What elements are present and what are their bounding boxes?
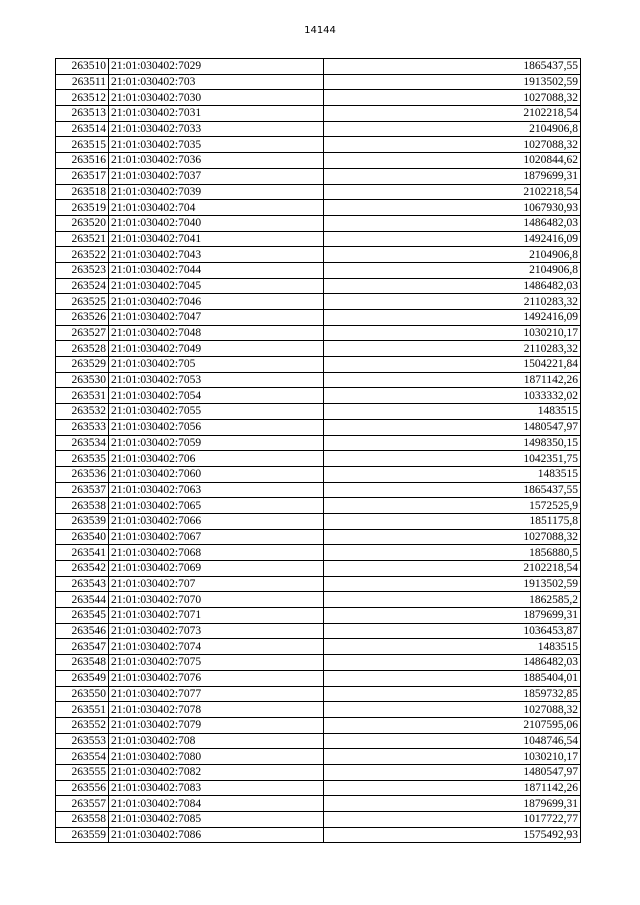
row-number-cell: 263546 <box>56 623 109 639</box>
cadastral-number-cell: 21:01:030402:7083 <box>109 780 324 796</box>
table-row <box>56 435 581 451</box>
cadastral-number-cell: 21:01:030402:7060 <box>109 466 324 482</box>
cadastral-number-cell: 21:01:030402:7075 <box>109 655 324 671</box>
table-row <box>56 513 581 529</box>
cadastral-number-cell: 21:01:030402:7082 <box>109 764 324 780</box>
row-number-cell: 263555 <box>56 764 109 780</box>
cadastral-value-cell: 1865437,55 <box>324 59 581 75</box>
cadastral-value-cell: 2102218,54 <box>324 561 581 577</box>
cadastral-number-cell: 21:01:030402:7045 <box>109 278 324 294</box>
row-number-cell: 263528 <box>56 341 109 357</box>
cadastral-number-cell: 21:01:030402:7029 <box>109 59 324 75</box>
cadastral-value-cell: 1486482,03 <box>324 655 581 671</box>
cadastral-number-cell: 21:01:030402:7077 <box>109 686 324 702</box>
row-number-cell: 263525 <box>56 294 109 310</box>
cadastral-value-cell: 1480547,97 <box>324 764 581 780</box>
table-row <box>56 482 581 498</box>
table-row <box>56 592 581 608</box>
table-row <box>56 200 581 216</box>
cadastral-number-cell: 21:01:030402:7036 <box>109 153 324 169</box>
row-number-cell: 263530 <box>56 372 109 388</box>
cadastral-number-cell: 21:01:030402:7035 <box>109 137 324 153</box>
row-number-cell: 263549 <box>56 670 109 686</box>
row-number-cell: 263524 <box>56 278 109 294</box>
row-number-cell: 263538 <box>56 498 109 514</box>
cadastral-number-cell: 21:01:030402:706 <box>109 451 324 467</box>
cadastral-number-cell: 21:01:030402:7033 <box>109 121 324 137</box>
cadastral-value-cell: 1033332,02 <box>324 388 581 404</box>
row-number-cell: 263522 <box>56 247 109 263</box>
cadastral-value-cell: 2104906,8 <box>324 262 581 278</box>
table-row <box>56 325 581 341</box>
row-number-cell: 263518 <box>56 184 109 200</box>
table-row <box>56 372 581 388</box>
row-number-cell: 263551 <box>56 702 109 718</box>
table-row <box>56 90 581 106</box>
row-number-cell: 263545 <box>56 608 109 624</box>
cadastral-value-cell: 2110283,32 <box>324 341 581 357</box>
row-number-cell: 263535 <box>56 451 109 467</box>
cadastral-number-cell: 21:01:030402:7067 <box>109 529 324 545</box>
row-number-cell: 263536 <box>56 466 109 482</box>
row-number-cell: 263523 <box>56 262 109 278</box>
table-row <box>56 623 581 639</box>
row-number-cell: 263557 <box>56 796 109 812</box>
table-row <box>56 749 581 765</box>
row-number-cell: 263543 <box>56 576 109 592</box>
table-row <box>56 639 581 655</box>
cadastral-number-cell: 21:01:030402:7043 <box>109 247 324 263</box>
cadastral-number-cell: 21:01:030402:708 <box>109 733 324 749</box>
row-number-cell: 263539 <box>56 513 109 529</box>
cadastral-value-cell: 1865437,55 <box>324 482 581 498</box>
cadastral-value-cell: 1913502,59 <box>324 74 581 90</box>
table-row <box>56 106 581 122</box>
cadastral-value-table <box>55 58 581 843</box>
cadastral-value-cell: 2110283,32 <box>324 294 581 310</box>
cadastral-value-cell: 1067930,93 <box>324 200 581 216</box>
table-row <box>56 655 581 671</box>
cadastral-number-cell: 21:01:030402:7085 <box>109 812 324 828</box>
table-row <box>56 153 581 169</box>
table-row <box>56 608 581 624</box>
cadastral-value-cell: 1879699,31 <box>324 796 581 812</box>
row-number-cell: 263542 <box>56 561 109 577</box>
cadastral-value-cell: 1879699,31 <box>324 168 581 184</box>
page-number: 14144 <box>304 25 336 36</box>
cadastral-value-cell: 1480547,97 <box>324 419 581 435</box>
row-number-cell: 263556 <box>56 780 109 796</box>
cadastral-value-cell: 1871142,26 <box>324 780 581 796</box>
row-number-cell: 263512 <box>56 90 109 106</box>
cadastral-number-cell: 21:01:030402:7070 <box>109 592 324 608</box>
table-row <box>56 733 581 749</box>
cadastral-number-cell: 21:01:030402:7065 <box>109 498 324 514</box>
table-row <box>56 576 581 592</box>
cadastral-value-cell: 1572525,9 <box>324 498 581 514</box>
row-number-cell: 263533 <box>56 419 109 435</box>
cadastral-value-cell: 1851175,8 <box>324 513 581 529</box>
cadastral-number-cell: 21:01:030402:7084 <box>109 796 324 812</box>
row-number-cell: 263510 <box>56 59 109 75</box>
cadastral-value-cell: 1036453,87 <box>324 623 581 639</box>
table-row <box>56 278 581 294</box>
cadastral-value-cell: 1027088,32 <box>324 702 581 718</box>
cadastral-number-cell: 21:01:030402:7066 <box>109 513 324 529</box>
cadastral-number-cell: 21:01:030402:7055 <box>109 404 324 420</box>
cadastral-value-cell: 1492416,09 <box>324 231 581 247</box>
row-number-cell: 263558 <box>56 812 109 828</box>
table-row <box>56 561 581 577</box>
row-number-cell: 263513 <box>56 106 109 122</box>
cadastral-number-cell: 21:01:030402:7069 <box>109 561 324 577</box>
cadastral-value-cell: 2107595,06 <box>324 717 581 733</box>
row-number-cell: 263548 <box>56 655 109 671</box>
row-number-cell: 263559 <box>56 827 109 843</box>
table-body <box>56 59 581 843</box>
cadastral-value-cell: 1483515 <box>324 466 581 482</box>
cadastral-value-cell: 1048746,54 <box>324 733 581 749</box>
cadastral-number-cell: 21:01:030402:7054 <box>109 388 324 404</box>
row-number-cell: 263511 <box>56 74 109 90</box>
table-row <box>56 529 581 545</box>
table-row <box>56 764 581 780</box>
row-number-cell: 263550 <box>56 686 109 702</box>
row-number-cell: 263531 <box>56 388 109 404</box>
table-row <box>56 121 581 137</box>
cadastral-number-cell: 21:01:030402:7056 <box>109 419 324 435</box>
table-row <box>56 827 581 843</box>
cadastral-value-cell: 1027088,32 <box>324 137 581 153</box>
cadastral-number-cell: 21:01:030402:7063 <box>109 482 324 498</box>
cadastral-value-cell: 1030210,17 <box>324 325 581 341</box>
cadastral-number-cell: 21:01:030402:7037 <box>109 168 324 184</box>
cadastral-number-cell: 21:01:030402:7080 <box>109 749 324 765</box>
table-row <box>56 498 581 514</box>
cadastral-value-cell: 1042351,75 <box>324 451 581 467</box>
cadastral-number-cell: 21:01:030402:7040 <box>109 215 324 231</box>
table-row <box>56 59 581 75</box>
cadastral-number-cell: 21:01:030402:7074 <box>109 639 324 655</box>
row-number-cell: 263537 <box>56 482 109 498</box>
row-number-cell: 263544 <box>56 592 109 608</box>
cadastral-value-cell: 1017722,77 <box>324 812 581 828</box>
cadastral-number-cell: 21:01:030402:7041 <box>109 231 324 247</box>
table-row <box>56 702 581 718</box>
row-number-cell: 263520 <box>56 215 109 231</box>
cadastral-number-cell: 21:01:030402:7049 <box>109 341 324 357</box>
cadastral-value-cell: 1030210,17 <box>324 749 581 765</box>
cadastral-number-cell: 21:01:030402:7076 <box>109 670 324 686</box>
table-row <box>56 231 581 247</box>
cadastral-value-cell: 1027088,32 <box>324 529 581 545</box>
cadastral-value-cell: 2102218,54 <box>324 184 581 200</box>
row-number-cell: 263521 <box>56 231 109 247</box>
cadastral-value-cell: 1498350,15 <box>324 435 581 451</box>
table-row <box>56 247 581 263</box>
cadastral-value-cell: 2104906,8 <box>324 121 581 137</box>
cadastral-number-cell: 21:01:030402:7046 <box>109 294 324 310</box>
table-row <box>56 357 581 373</box>
cadastral-value-cell: 1483515 <box>324 639 581 655</box>
table-row <box>56 388 581 404</box>
row-number-cell: 263529 <box>56 357 109 373</box>
cadastral-number-cell: 21:01:030402:7044 <box>109 262 324 278</box>
table-row <box>56 812 581 828</box>
cadastral-number-cell: 21:01:030402:7073 <box>109 623 324 639</box>
table-row <box>56 404 581 420</box>
table-row <box>56 215 581 231</box>
cadastral-number-cell: 21:01:030402:7047 <box>109 310 324 326</box>
row-number-cell: 263532 <box>56 404 109 420</box>
cadastral-value-cell: 1856880,5 <box>324 545 581 561</box>
cadastral-number-cell: 21:01:030402:7086 <box>109 827 324 843</box>
row-number-cell: 263526 <box>56 310 109 326</box>
cadastral-number-cell: 21:01:030402:7078 <box>109 702 324 718</box>
cadastral-number-cell: 21:01:030402:703 <box>109 74 324 90</box>
cadastral-value-cell: 1492416,09 <box>324 310 581 326</box>
cadastral-value-cell: 1871142,26 <box>324 372 581 388</box>
table-row <box>56 419 581 435</box>
cadastral-value-cell: 1859732,85 <box>324 686 581 702</box>
table-row <box>56 717 581 733</box>
row-number-cell: 263553 <box>56 733 109 749</box>
cadastral-value-cell: 1862585,2 <box>324 592 581 608</box>
cadastral-number-cell: 21:01:030402:7079 <box>109 717 324 733</box>
cadastral-value-cell: 1885404,01 <box>324 670 581 686</box>
table-row <box>56 451 581 467</box>
row-number-cell: 263519 <box>56 200 109 216</box>
cadastral-value-cell: 1027088,32 <box>324 90 581 106</box>
row-number-cell: 263554 <box>56 749 109 765</box>
row-number-cell: 263547 <box>56 639 109 655</box>
cadastral-value-cell: 1879699,31 <box>324 608 581 624</box>
cadastral-number-cell: 21:01:030402:704 <box>109 200 324 216</box>
table-row <box>56 74 581 90</box>
table-row <box>56 137 581 153</box>
row-number-cell: 263552 <box>56 717 109 733</box>
table-row <box>56 310 581 326</box>
row-number-cell: 263514 <box>56 121 109 137</box>
cadastral-value-cell: 1575492,93 <box>324 827 581 843</box>
table-row <box>56 262 581 278</box>
cadastral-value-cell: 1486482,03 <box>324 215 581 231</box>
cadastral-value-cell: 1486482,03 <box>324 278 581 294</box>
table-row <box>56 466 581 482</box>
table-row <box>56 184 581 200</box>
row-number-cell: 263534 <box>56 435 109 451</box>
row-number-cell: 263516 <box>56 153 109 169</box>
cadastral-value-cell: 1913502,59 <box>324 576 581 592</box>
table-row <box>56 545 581 561</box>
cadastral-number-cell: 21:01:030402:7048 <box>109 325 324 341</box>
cadastral-number-cell: 21:01:030402:707 <box>109 576 324 592</box>
cadastral-number-cell: 21:01:030402:7059 <box>109 435 324 451</box>
table-row <box>56 796 581 812</box>
cadastral-number-cell: 21:01:030402:7071 <box>109 608 324 624</box>
row-number-cell: 263527 <box>56 325 109 341</box>
row-number-cell: 263540 <box>56 529 109 545</box>
cadastral-value-cell: 2102218,54 <box>324 106 581 122</box>
cadastral-number-cell: 21:01:030402:7030 <box>109 90 324 106</box>
cadastral-number-cell: 21:01:030402:7068 <box>109 545 324 561</box>
cadastral-number-cell: 21:01:030402:7031 <box>109 106 324 122</box>
cadastral-number-cell: 21:01:030402:7039 <box>109 184 324 200</box>
row-number-cell: 263517 <box>56 168 109 184</box>
cadastral-number-cell: 21:01:030402:7053 <box>109 372 324 388</box>
cadastral-value-cell: 1483515 <box>324 404 581 420</box>
cadastral-value-cell: 1020844,62 <box>324 153 581 169</box>
cadastral-number-cell: 21:01:030402:705 <box>109 357 324 373</box>
table-row <box>56 341 581 357</box>
table-row <box>56 168 581 184</box>
table-row <box>56 686 581 702</box>
row-number-cell: 263541 <box>56 545 109 561</box>
table-row <box>56 670 581 686</box>
row-number-cell: 263515 <box>56 137 109 153</box>
cadastral-value-cell: 2104906,8 <box>324 247 581 263</box>
table-row <box>56 780 581 796</box>
table-row <box>56 294 581 310</box>
cadastral-value-cell: 1504221,84 <box>324 357 581 373</box>
